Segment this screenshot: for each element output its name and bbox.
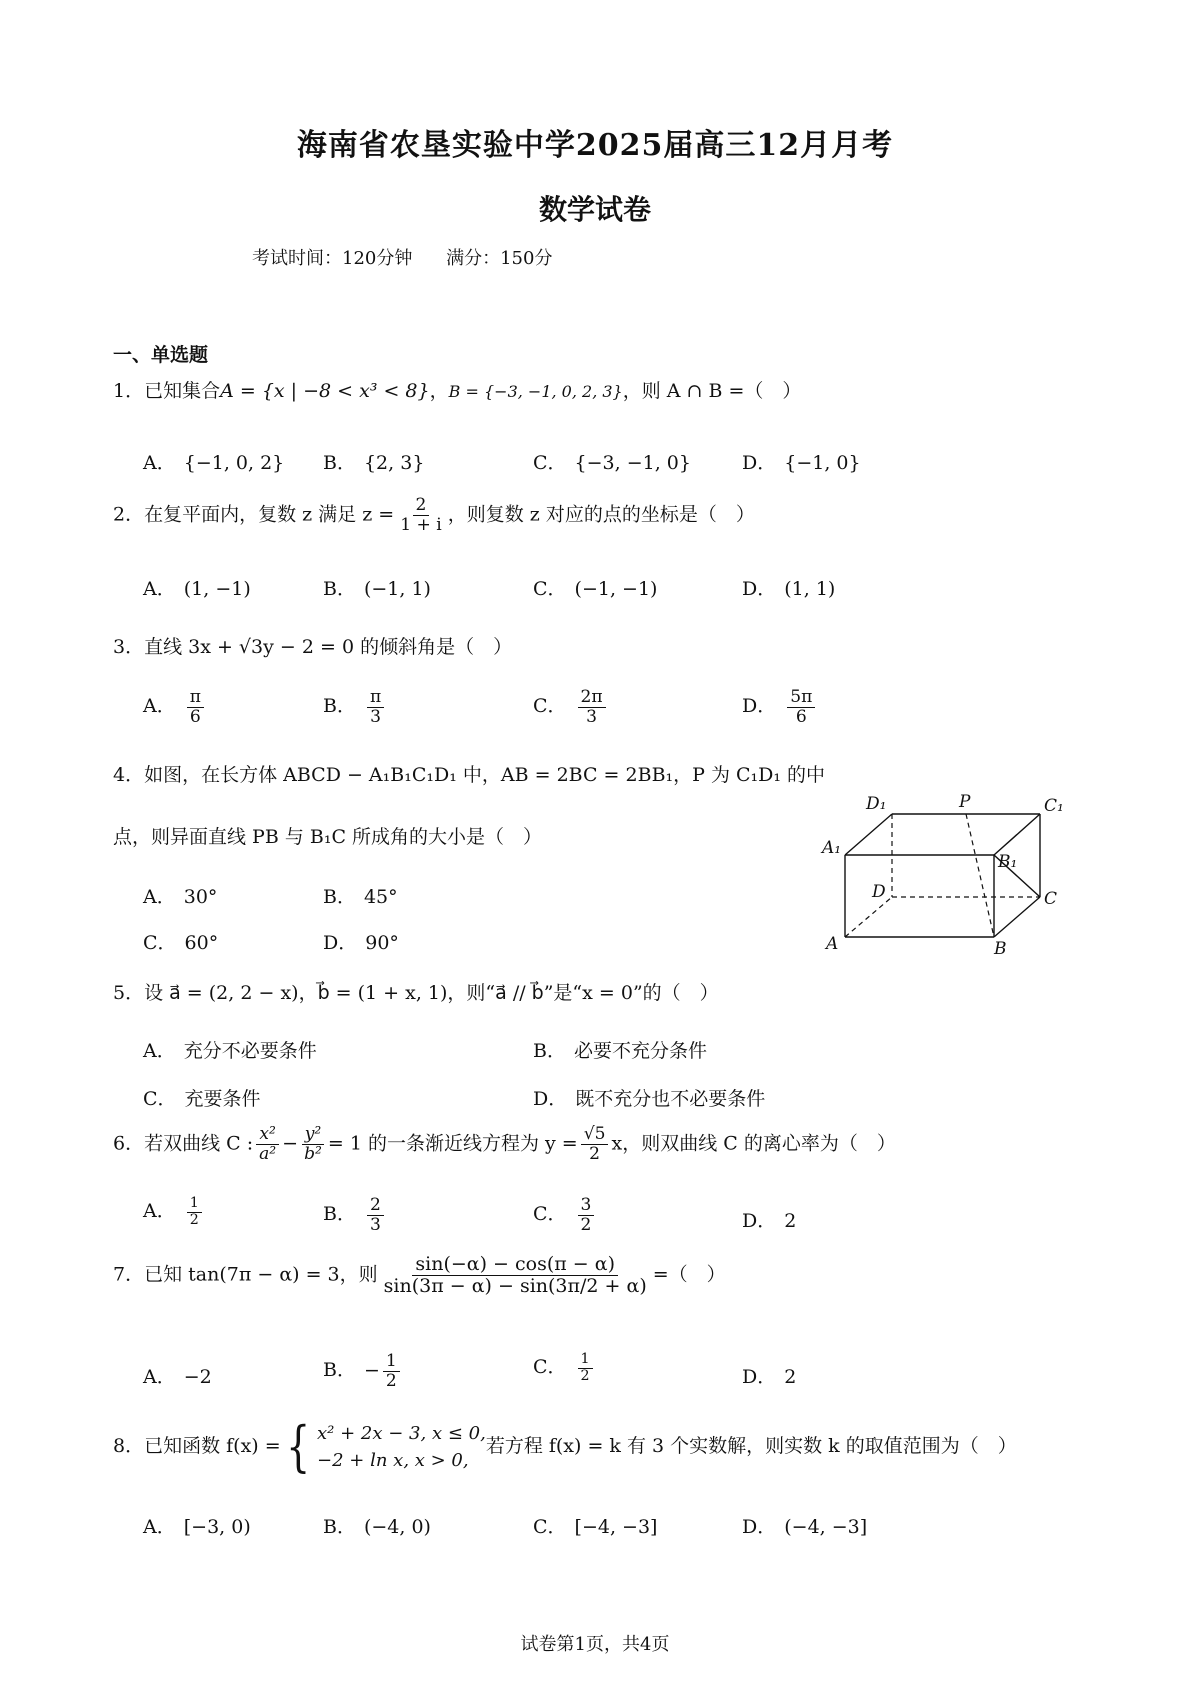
prism-diagram bbox=[820, 787, 1065, 957]
q4-option-c[interactable]: C． 60° bbox=[143, 932, 219, 954]
q2-option-c[interactable]: C． (−1, −1) bbox=[533, 578, 658, 600]
q1-option-a[interactable]: A． {−1, 0, 2} bbox=[143, 452, 285, 474]
q4-option-a[interactable]: A． 30° bbox=[143, 886, 218, 908]
edge-b1-c1 bbox=[994, 814, 1040, 855]
q6-option-c[interactable]: C． $\frac{3}{2}$ bbox=[533, 1196, 597, 1235]
q3-option-c[interactable]: C． $\frac{2\pi}{3}$ bbox=[533, 688, 609, 727]
q2-fraction: $\frac{2}{1 + i}$ bbox=[400, 495, 442, 535]
edge-a1-d1 bbox=[845, 814, 892, 855]
label-a1: A₁ bbox=[822, 838, 842, 858]
section-heading: 一、单选题 bbox=[113, 344, 209, 366]
label-p: P bbox=[959, 792, 971, 812]
question-1-stem: 1．已知集合A = {x | −8 < x³ < 8}，B = {−3, −1, 0, 2, 3}，则 A ∩ B =（ ） bbox=[113, 380, 802, 402]
question-2-stem: 2．在复平面内，复数 z 满足 z = $\frac{2}{1 + i}$ ，则复数 z 对应的点的坐标是（ ） bbox=[113, 495, 755, 535]
question-7-stem: 7．已知 tan(7π − α) = 3，则 $\frac{\sin(-\alpha) - \cos(\pi - \alpha)}{\sin(3\pi - \alpha) - \sin(3\pi/2 + \alpha)}$ =（ ） bbox=[113, 1253, 726, 1297]
label-d1: D₁ bbox=[866, 794, 887, 814]
piecewise-function: { x² + 2x − 3, x ≤ 0, −2 + ln x, x > 0, bbox=[285, 1415, 486, 1478]
set-b: B = {−3, −1, 0, 2, 3} bbox=[448, 382, 623, 401]
label-a: A bbox=[826, 934, 839, 954]
q6-option-d[interactable]: D． 2 bbox=[742, 1210, 797, 1232]
q3-option-a[interactable]: A． $\frac{\pi}{6}$ bbox=[143, 688, 207, 727]
q7-option-a[interactable]: A． −2 bbox=[143, 1366, 212, 1388]
question-4-stem-line2: 点，则异面直线 PB 与 B₁C 所成角的大小是（ ） bbox=[113, 826, 543, 848]
q5-option-a[interactable]: A． 充分不必要条件 bbox=[143, 1040, 317, 1062]
page-footer: 试卷第1页，共4页 bbox=[520, 1634, 670, 1655]
q6-option-b[interactable]: B． $\frac{2}{3}$ bbox=[323, 1196, 387, 1235]
q1-option-d[interactable]: D． {−1, 0} bbox=[742, 452, 861, 474]
label-b: B bbox=[994, 939, 1007, 957]
exam-info bbox=[252, 244, 580, 270]
q1-option-c[interactable]: C． {−3, −1, 0} bbox=[533, 452, 691, 474]
q7-option-b[interactable]: B． − $\frac{1}{2}$ bbox=[323, 1352, 403, 1391]
edge-b-c bbox=[994, 897, 1040, 937]
full-score: 满分：150分 bbox=[446, 248, 553, 269]
q4-option-b[interactable]: B． 45° bbox=[323, 886, 398, 908]
q5-option-d[interactable]: D． 既不充分也不必要条件 bbox=[533, 1088, 766, 1110]
question-5-stem: 5．设 a⃗ = (2, 2 − x)，b⃗ = (1 + x, 1)，则“a⃗ // b⃗”是“x = 0”的（ ） bbox=[113, 982, 719, 1004]
q8-option-d[interactable]: D． (−4, −3] bbox=[742, 1516, 868, 1538]
label-c: C bbox=[1044, 889, 1058, 909]
q8-option-c[interactable]: C． [−4, −3] bbox=[533, 1516, 658, 1538]
page-title: 海南省农垦实验中学2025届高三12月月考 bbox=[296, 128, 894, 163]
q2-option-d[interactable]: D． (1, 1) bbox=[742, 578, 836, 600]
exam-time: 考试时间：120分钟 bbox=[252, 248, 413, 269]
label-c1: C₁ bbox=[1044, 796, 1064, 816]
q7-fraction: $\frac{\sin(-\alpha) - \cos(\pi - \alpha)}{\sin(3\pi - \alpha) - \sin(3\pi/2 + \alpha)}$ bbox=[383, 1253, 647, 1297]
set-a: A = {x | −8 < x³ < 8} bbox=[220, 380, 430, 402]
q5-option-c[interactable]: C． 充要条件 bbox=[143, 1088, 261, 1110]
label-b1: B₁ bbox=[998, 852, 1018, 872]
q6-option-a[interactable]: A． $\frac{1}{2}$ bbox=[143, 1196, 205, 1228]
edge-a-d-hidden bbox=[845, 897, 892, 937]
q3-option-b[interactable]: B． $\frac{\pi}{3}$ bbox=[323, 688, 387, 727]
q7-option-d[interactable]: D． 2 bbox=[742, 1366, 797, 1388]
q2-option-a[interactable]: A． (1, −1) bbox=[143, 578, 251, 600]
prism-figure bbox=[820, 787, 1065, 957]
q3-option-d[interactable]: D． $\frac{5\pi}{6}$ bbox=[742, 688, 818, 727]
question-3-stem: 3．直线 3x + √3y − 2 = 0 的倾斜角是（ ） bbox=[113, 636, 513, 658]
q5-option-b[interactable]: B． 必要不充分条件 bbox=[533, 1040, 707, 1062]
q7-option-c[interactable]: C． $\frac{1}{2}$ bbox=[533, 1352, 596, 1384]
q1-option-b[interactable]: B． {2, 3} bbox=[323, 452, 425, 474]
question-8-stem: 8．已知函数 f(x) = { x² + 2x − 3, x ≤ 0, −2 + ln x, x > 0, 若方程 f(x) = k 有 3 个实数解，则实数 k 的取值范围为（ ） bbox=[113, 1415, 1017, 1478]
q2-option-b[interactable]: B． (−1, 1) bbox=[323, 578, 431, 600]
page-subtitle: 数学试卷 bbox=[538, 193, 651, 226]
question-6-stem: 6．若双曲线 C : $\frac{\text{x²}}{\text{a²}}$ − $\frac{\text{y²}}{\text{b²}}$ = 1 的一条渐近线方程为 y = $\frac{√5}{2}$ x，则双曲线 C 的离心率为（ ） bbox=[113, 1124, 896, 1164]
segment-p-b-hidden bbox=[966, 814, 994, 937]
q8-option-b[interactable]: B． (−4, 0) bbox=[323, 1516, 431, 1538]
question-4-stem-line1: 4．如图，在长方体 ABCD − A₁B₁C₁D₁ 中，AB = 2BC = 2BB₁，P 为 C₁D₁ 的中 bbox=[113, 764, 826, 786]
q4-option-d[interactable]: D． 90° bbox=[323, 932, 399, 954]
q8-option-a[interactable]: A． [−3, 0) bbox=[143, 1516, 251, 1538]
label-d: D bbox=[872, 882, 886, 902]
